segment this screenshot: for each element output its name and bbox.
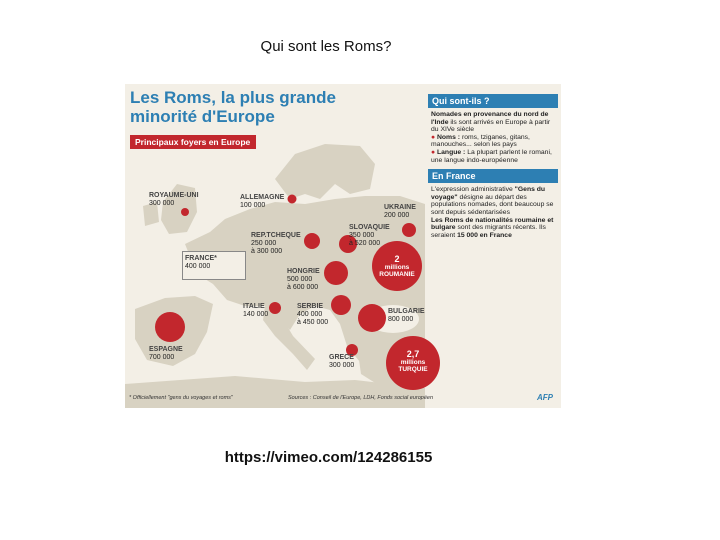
label-france: FRANCE* 400 000 xyxy=(185,255,217,270)
bubble-rep-tcheque xyxy=(304,233,320,249)
bubble-hongrie xyxy=(324,261,348,285)
bubble-serbie xyxy=(331,295,351,315)
bubble-espagne xyxy=(155,312,185,342)
bubble-royaume-uni xyxy=(181,208,189,216)
label-turquie: 2,7 millions TURQUIE xyxy=(398,349,428,373)
video-link[interactable]: https://vimeo.com/124286155 xyxy=(224,449,433,466)
label-royaume-uni: ROYAUME-UNI 300 000 xyxy=(149,192,199,207)
who-text: Nomades en provenance du nord de l'Inde ils sont arrivés en Europe à partir du XIVe siècle ● Noms : roms, tziganes, gitans, manouches... selon les pays ● Langue : La plupart parlent le romani, une langue indo-européenne xyxy=(431,111,552,164)
france-header: En France xyxy=(428,169,558,183)
bubble-ukraine xyxy=(402,223,416,237)
bubble-allemagne xyxy=(288,195,297,204)
slide-title: Qui sont les Roms? xyxy=(260,38,392,55)
label-grece: GRECE 300 000 xyxy=(329,354,355,369)
bubble-italie xyxy=(269,302,281,314)
side-panel xyxy=(428,94,558,242)
label-hongrie: HONGRIE 500 000 à 600 000 xyxy=(287,268,320,291)
label-roumanie: 2 millions ROUMANIE xyxy=(379,254,415,278)
label-allemagne: ALLEMAGNE 100 000 xyxy=(240,194,285,209)
france-text: L'expression administrative "Gens du voyage" désigne au départ des populations nomades, dont beaucoup se sont depuis sédentarisées Les Roms de nationalités roumaine et bulgare sont des migrants récents. Ils seraient 15 000 en France xyxy=(431,186,554,239)
label-rep-tcheque: REP.TCHEQUE 250 000 à 300 000 xyxy=(251,232,301,255)
infographic-subtitle: Principaux foyers en Europe xyxy=(130,135,256,149)
label-espagne: ESPAGNE 700 000 xyxy=(149,346,183,361)
afp-logo: AFP xyxy=(537,393,553,402)
sources: Sources : Conseil de l'Europe, LDH, Fonds social européen xyxy=(288,395,434,401)
who-header: Qui sont-ils ? xyxy=(428,94,558,108)
label-slovaquie: SLOVAQUIE 350 000 à 520 000 xyxy=(349,224,390,247)
infographic-title: Les Roms, la plus grande minorité d'Europe xyxy=(130,88,336,126)
label-bulgarie: BULGARIE 800 000 xyxy=(388,308,425,323)
roms-infographic xyxy=(125,84,561,408)
label-serbie: SERBIE 400 000 à 450 000 xyxy=(297,303,329,326)
label-italie: ITALIE 140 000 xyxy=(243,303,269,318)
bubble-bulgarie xyxy=(358,304,386,332)
label-ukraine: UKRAINE 200 000 xyxy=(384,204,416,219)
footnote: * Officiellement "gens du voyages et roms" xyxy=(129,395,233,401)
